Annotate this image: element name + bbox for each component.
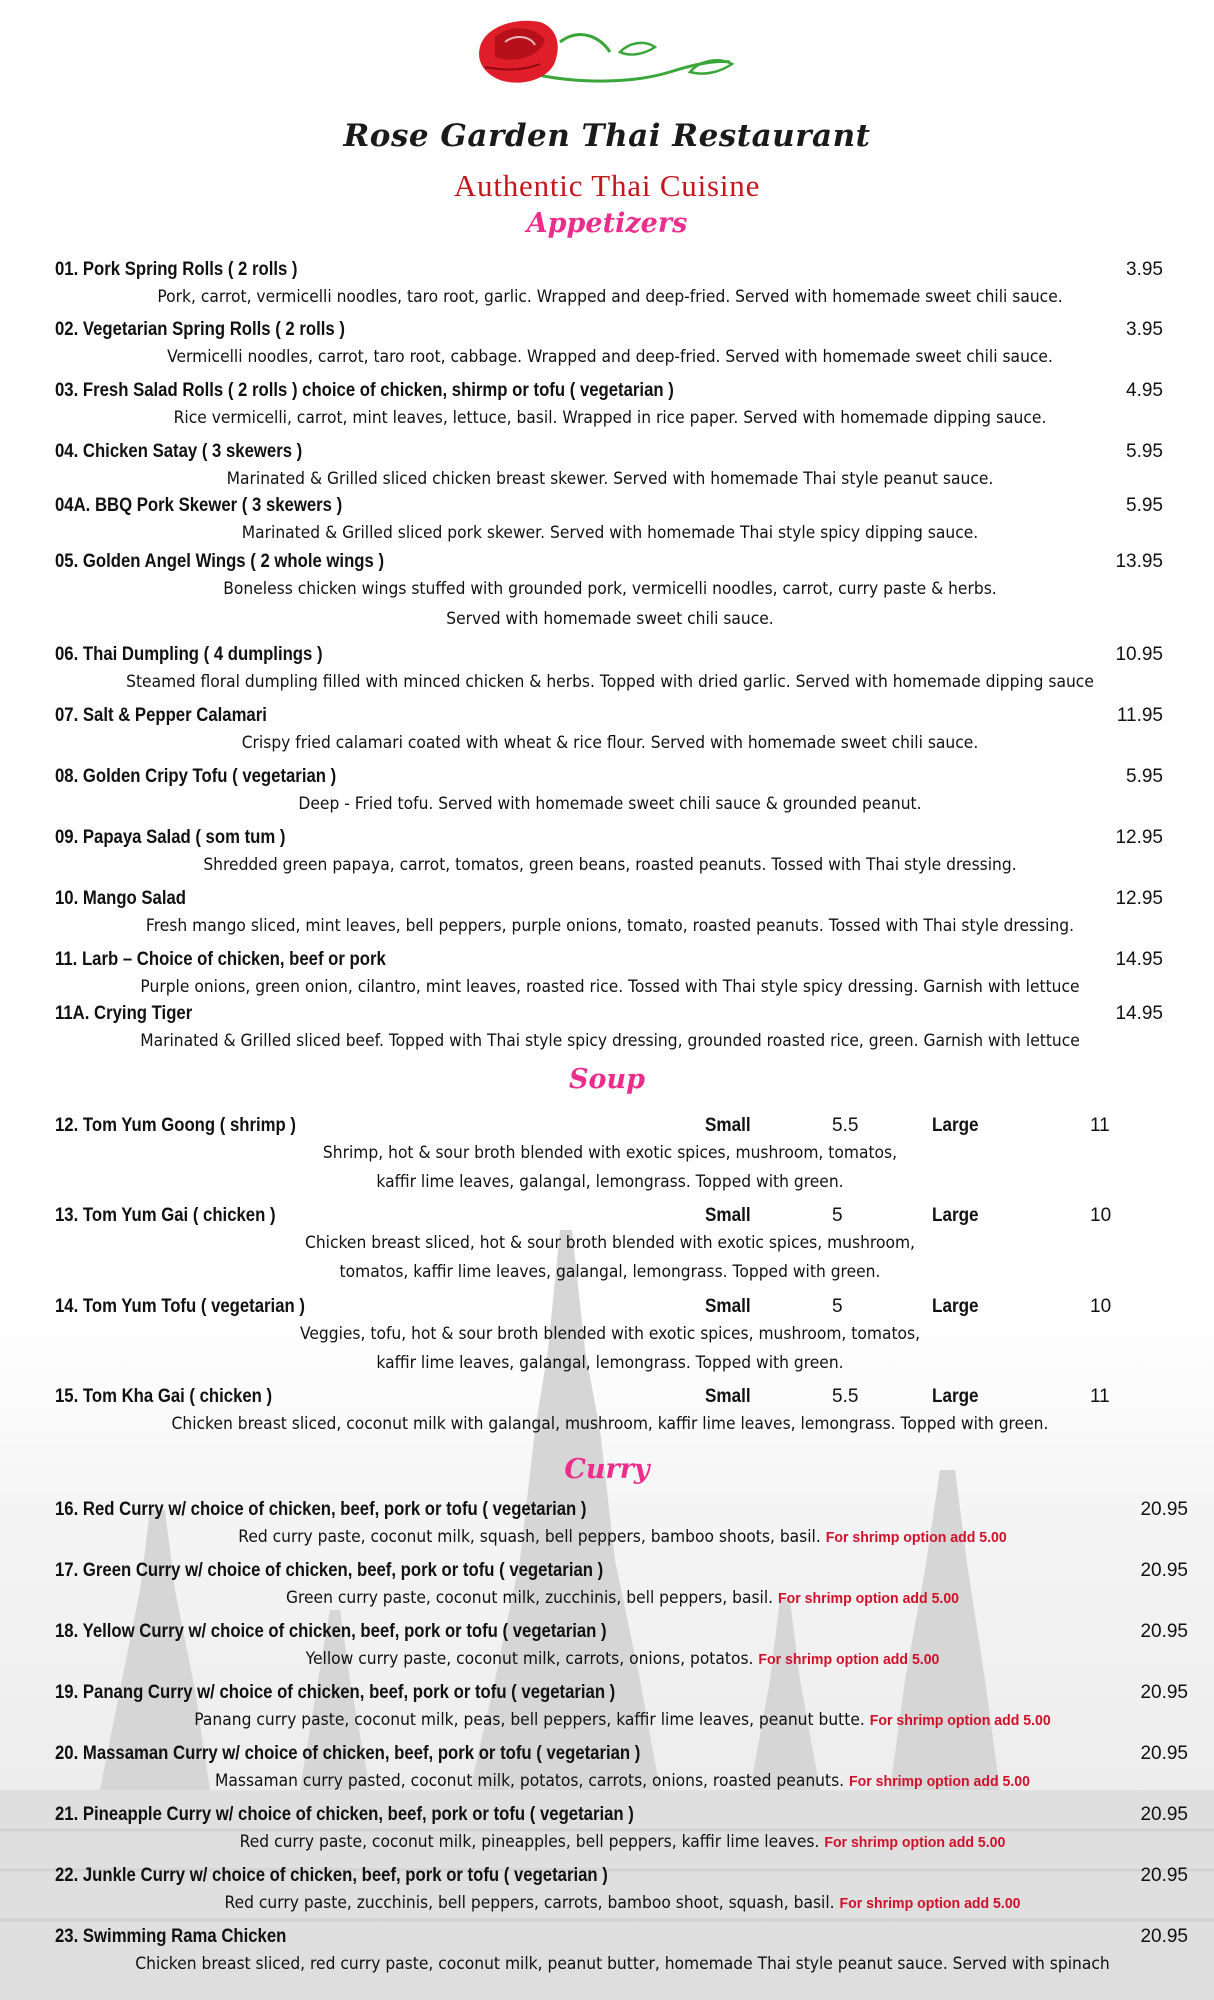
item-price: 5.95: [1126, 766, 1163, 787]
item-name: 01. Pork Spring Rolls ( 2 rolls ): [55, 259, 298, 280]
menu-item: [55, 1002, 1165, 1056]
menu-item: [55, 1803, 1190, 1858]
item-description: kaffir lime leaves, galangal, lemongrass. Topped with green.: [376, 1172, 844, 1191]
shrimp-option-note: For shrimp option add 5.00: [825, 1529, 1007, 1546]
menu-item: [55, 258, 1165, 312]
item-description: [89, 1583, 1156, 1614]
large-label: Large: [932, 1296, 979, 1317]
item-description: Steamed floral dumpling filled with minced chicken & herbs. Topped with dried garlic. Served with homemade dipping sauce: [126, 672, 1094, 691]
item-price: 5.95: [1126, 495, 1163, 516]
item-description: [89, 1827, 1156, 1858]
item-description: Boneless chicken wings stuffed with grounded pork, vermicelli noodles, carrot, curry paste & herbs.: [223, 579, 997, 598]
shrimp-option-note: For shrimp option add 5.00: [758, 1651, 940, 1668]
item-description: Shrimp, hot & sour broth blended with exotic spices, mushroom, tomatos,: [322, 1143, 898, 1162]
large-label: Large: [932, 1205, 979, 1226]
item-name: 04A. BBQ Pork Skewer ( 3 skewers ): [55, 495, 343, 516]
menu-item: [55, 1620, 1190, 1675]
item-name: 05. Golden Angel Wings ( 2 whole wings ): [55, 551, 385, 572]
soup-item: [55, 1204, 1155, 1286]
item-description-text: Red curry paste, coconut milk, pineapples, bell peppers, kaffir lime leaves.: [239, 1832, 820, 1851]
shrimp-option-note: For shrimp option add 5.00: [869, 1712, 1051, 1729]
item-name: 10. Mango Salad: [55, 888, 187, 909]
menu-item: [55, 765, 1165, 819]
item-name: 09. Papaya Salad ( som tum ): [55, 827, 286, 848]
shrimp-option-note: For shrimp option add 5.00: [778, 1590, 960, 1607]
item-price: 20.95: [1140, 1865, 1188, 1886]
small-price: 5: [832, 1205, 843, 1226]
item-name: 19. Panang Curry w/ choice of chicken, beef, pork or tofu ( vegetarian ): [55, 1682, 616, 1703]
item-name: 03. Fresh Salad Rolls ( 2 rolls ) choice of chicken, shirmp or tofu ( vegetarian ): [55, 380, 674, 401]
item-description: Chicken breast sliced, hot & sour broth blended with exotic spices, mushroom,: [304, 1233, 915, 1252]
item-name: 23. Swimming Rama Chicken: [55, 1926, 287, 1947]
item-description-text: Massaman curry pasted, coconut milk, potatos, carrots, onions, roasted peanuts.: [215, 1771, 845, 1790]
item-description: Marinated & Grilled sliced chicken breast skewer. Served with homemade Thai style peanut sauce.: [226, 469, 994, 488]
item-price: 14.95: [1115, 1003, 1163, 1024]
menu-item: [55, 887, 1165, 941]
shrimp-option-note: For shrimp option add 5.00: [849, 1773, 1030, 1790]
tagline: Authentic Thai Cuisine: [453, 168, 761, 203]
item-name: 07. Salt & Pepper Calamari: [55, 705, 267, 726]
item-price: 14.95: [1115, 949, 1163, 970]
item-description-text: Red curry paste, zucchinis, bell peppers, carrots, bamboo shoot, squash, basil.: [224, 1893, 835, 1912]
menu-item: [55, 550, 1165, 634]
item-name: 14. Tom Yum Tofu ( vegetarian ): [55, 1296, 305, 1317]
large-price: 11: [1090, 1386, 1110, 1407]
large-price: 10: [1090, 1205, 1112, 1226]
small-price: 5: [832, 1296, 843, 1317]
item-price: 3.95: [1126, 259, 1163, 280]
item-name: 11. Larb – Choice of chicken, beef or pork: [55, 949, 386, 970]
item-name: 22. Junkle Curry w/ choice of chicken, beef, pork or tofu ( vegetarian ): [55, 1865, 608, 1886]
item-description: [89, 1949, 1156, 1979]
item-price: 11.95: [1116, 705, 1163, 726]
soup-item: [55, 1114, 1155, 1196]
item-name: 06. Thai Dumpling ( 4 dumplings ): [55, 644, 323, 665]
item-description: Marinated & Grilled sliced beef. Topped with Thai style spicy dressing, grounded roasted rice, green. Garnish with lettuce: [140, 1031, 1080, 1050]
menu-item: [55, 318, 1165, 372]
item-description: [89, 1705, 1156, 1736]
item-description: Crispy fried calamari coated with wheat & rice flour. Served with homemade sweet chili sauce.: [241, 733, 979, 752]
item-description-text: Yellow curry paste, coconut milk, carrots, onions, potatos.: [305, 1649, 754, 1668]
section-title-soup: Soup: [568, 1064, 646, 1095]
item-price: 20.95: [1140, 1682, 1188, 1703]
item-name: 18. Yellow Curry w/ choice of chicken, beef, pork or tofu ( vegetarian ): [55, 1621, 607, 1642]
small-label: Small: [705, 1296, 751, 1317]
menu-item: [55, 1498, 1190, 1553]
small-price: 5.5: [832, 1115, 859, 1136]
large-label: Large: [932, 1386, 979, 1407]
item-description: Pork, carrot, vermicelli noodles, taro root, garlic. Wrapped and deep-fried. Served with homemade sweet chili sauce.: [157, 287, 1063, 306]
item-name: 08. Golden Cripy Tofu ( vegetarian ): [55, 766, 337, 787]
small-price: 5.5: [832, 1386, 859, 1407]
section-title-curry: Curry: [564, 1454, 650, 1485]
menu-item: [55, 948, 1165, 1002]
menu-item: [55, 1681, 1190, 1736]
item-price: 12.95: [1115, 827, 1163, 848]
menu-item: [55, 826, 1165, 880]
small-label: Small: [705, 1115, 751, 1136]
menu-item: [55, 643, 1165, 697]
item-description: [89, 1766, 1156, 1797]
menu-item: [55, 1925, 1190, 1979]
item-description: Marinated & Grilled sliced pork skewer. Served with homemade Thai style spicy dipping sauce.: [241, 523, 979, 542]
item-description: Vermicelli noodles, carrot, taro root, cabbage. Wrapped and deep-fried. Served with homemade sweet chili sauce.: [167, 347, 1053, 366]
item-price: 13.95: [1115, 551, 1163, 572]
item-name: 04. Chicken Satay ( 3 skewers ): [55, 441, 303, 462]
item-description: Served with homemade sweet chili sauce.: [446, 609, 774, 628]
item-description: tomatos, kaffir lime leaves, galangal, lemongrass. Topped with green.: [339, 1262, 881, 1281]
item-price: 10.95: [1115, 644, 1163, 665]
menu-item: [55, 379, 1165, 433]
section-title-appetizers: Appetizers: [526, 208, 688, 239]
item-description: [89, 1522, 1156, 1553]
item-price: 20.95: [1140, 1804, 1188, 1825]
item-description: Shredded green papaya, carrot, tomatos, green beans, roasted peanuts. Tossed with Thai style dressing.: [203, 855, 1017, 874]
item-description: Rice vermicelli, carrot, mint leaves, lettuce, basil. Wrapped in rice paper. Served with homemade dipping sauce.: [173, 408, 1047, 427]
item-name: 12. Tom Yum Goong ( shrimp ): [55, 1115, 296, 1136]
item-name: 16. Red Curry w/ choice of chicken, beef, pork or tofu ( vegetarian ): [55, 1499, 587, 1520]
item-price: 20.95: [1140, 1621, 1188, 1642]
large-label: Large: [932, 1115, 979, 1136]
large-price: 11: [1090, 1115, 1110, 1136]
large-price: 10: [1090, 1296, 1112, 1317]
item-name: 11A. Crying Tiger: [55, 1003, 193, 1024]
menu-item: [55, 1864, 1190, 1919]
item-price: 4.95: [1126, 380, 1163, 401]
soup-item: [55, 1295, 1155, 1377]
menu-item: [55, 1742, 1190, 1797]
item-description-text: Red curry paste, coconut milk, squash, bell peppers, bamboo shoots, basil.: [238, 1527, 821, 1546]
item-description-text: Panang curry paste, coconut milk, peas, bell peppers, kaffir lime leaves, peanut butte.: [194, 1710, 865, 1729]
item-price: 3.95: [1126, 319, 1163, 340]
item-price: 20.95: [1140, 1926, 1188, 1947]
small-label: Small: [705, 1205, 751, 1226]
shrimp-option-note: For shrimp option add 5.00: [839, 1895, 1021, 1912]
item-name: 17. Green Curry w/ choice of chicken, beef, pork or tofu ( vegetarian ): [55, 1560, 604, 1581]
item-description-text: Chicken breast sliced, red curry paste, coconut milk, peanut butter, homemade Thai style peanut sauce. Served with spinach: [135, 1954, 1110, 1973]
item-name: 21. Pineapple Curry w/ choice of chicken, beef, pork or tofu ( vegetarian ): [55, 1804, 634, 1825]
shrimp-option-note: For shrimp option add 5.00: [824, 1834, 1006, 1851]
item-name: 15. Tom Kha Gai ( chicken ): [55, 1386, 273, 1407]
item-name: 02. Vegetarian Spring Rolls ( 2 rolls ): [55, 319, 345, 340]
item-description-text: Green curry paste, coconut milk, zucchinis, bell peppers, basil.: [285, 1588, 774, 1607]
menu-item: [55, 440, 1165, 494]
item-price: 20.95: [1140, 1743, 1188, 1764]
item-description: Purple onions, green onion, cilantro, mint leaves, roasted rice. Tossed with Thai style spicy dressing. Garnish with lettuce: [140, 977, 1080, 996]
item-name: 13. Tom Yum Gai ( chicken ): [55, 1205, 276, 1226]
menu-item: [55, 1559, 1190, 1614]
item-description: Chicken breast sliced, coconut milk with galangal, mushroom, kaffir lime leaves, lemongrass. Topped with green.: [171, 1414, 1049, 1433]
item-price: 5.95: [1126, 441, 1163, 462]
item-description: [89, 1644, 1156, 1675]
item-price: 20.95: [1140, 1560, 1188, 1581]
item-description: Deep - Fried tofu. Served with homemade sweet chili sauce & grounded peanut.: [298, 794, 922, 813]
item-name: 20. Massaman Curry w/ choice of chicken, beef, pork or tofu ( vegetarian ): [55, 1743, 641, 1764]
menu-item: [55, 494, 1165, 548]
item-price: 12.95: [1115, 888, 1163, 909]
small-label: Small: [705, 1386, 751, 1407]
item-price: 20.95: [1140, 1499, 1188, 1520]
item-description: [89, 1888, 1156, 1919]
item-description: Fresh mango sliced, mint leaves, bell peppers, purple onions, tomato, roasted peanuts. Tossed with Thai style dressing.: [145, 916, 1075, 935]
item-description: Veggies, tofu, hot & sour broth blended with exotic spices, mushroom, tomatos,: [299, 1324, 921, 1343]
rose-logo-icon: [470, 12, 740, 107]
menu-item: [55, 704, 1165, 758]
restaurant-name: Rose Garden Thai Restaurant: [343, 118, 871, 154]
item-description: kaffir lime leaves, galangal, lemongrass. Topped with green.: [376, 1353, 844, 1372]
soup-item: [55, 1385, 1155, 1438]
